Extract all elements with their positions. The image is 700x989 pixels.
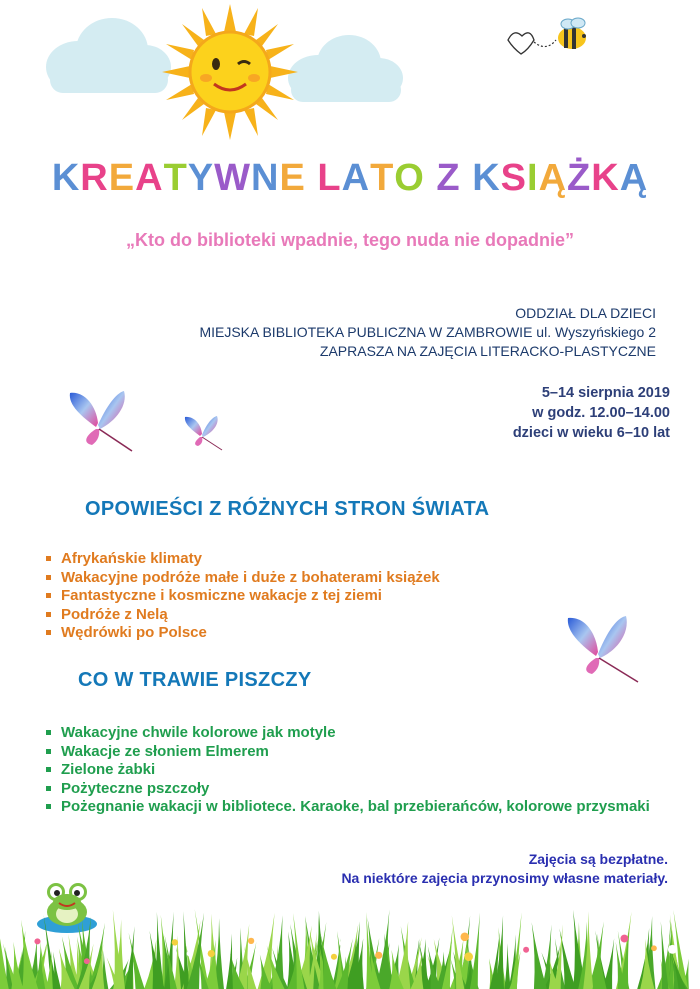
- footer-line-1: Zajęcia są bezpłatne.: [528, 851, 668, 867]
- cloud-right-icon: [283, 30, 408, 105]
- title-letter: T: [163, 157, 188, 199]
- sun-icon: [160, 2, 300, 142]
- flower-dot: [34, 938, 40, 944]
- flower-dot: [248, 938, 254, 944]
- title-letter: A: [135, 157, 164, 199]
- grass-list: [45, 724, 665, 817]
- flower-dot: [172, 939, 178, 945]
- flower-dot: [84, 958, 90, 964]
- title-letter: E: [279, 157, 306, 199]
- title-letter: L: [317, 157, 342, 199]
- stories-list: [45, 550, 440, 643]
- grass-blade: [593, 934, 607, 989]
- flower-dot: [248, 948, 254, 954]
- title-letter: W: [214, 157, 252, 199]
- cloud-left-icon: [40, 12, 175, 97]
- event-dates: 5–14 sierpnia 2019: [541, 385, 670, 401]
- event-age: dzieci w wieku 6–10 lat: [512, 425, 670, 441]
- flower-dot: [464, 952, 473, 961]
- section-title-stories: OPOWIEŚCI Z RÓŻNYCH STRON ŚWIATA: [85, 498, 490, 520]
- title-letter: A: [341, 157, 371, 199]
- flower-dot: [668, 945, 677, 954]
- footer-note: [341, 850, 668, 888]
- butterfly-icon-large-left: [62, 387, 138, 455]
- list-item: Pożyteczne pszczoły: [45, 780, 665, 799]
- event-details: [513, 383, 670, 443]
- list-item: Pożegnanie wakacji w bibliotece. Karaoke, bal przebierańców, kolorowe przysmaki: [45, 798, 665, 817]
- title-letter: [461, 157, 473, 200]
- organizer-line-3: ZAPRASZA NA ZAJĘCIA LITERACKO-PLASTYCZNE: [319, 343, 656, 359]
- organizer-line-1: ODDZIAŁ DLA DZIECI: [515, 305, 656, 321]
- title-letter: T: [370, 157, 395, 199]
- flower-dot: [523, 947, 529, 953]
- bee-icon: [500, 12, 595, 67]
- title-letter: K: [472, 157, 501, 199]
- list-item: Podróże z Nelą: [45, 606, 440, 625]
- grass-blade: [154, 912, 164, 989]
- title-letter: K: [51, 157, 81, 199]
- page-title: [0, 157, 700, 200]
- title-letter: N: [251, 157, 280, 199]
- list-item: Wakacje ze słoniem Elmerem: [45, 743, 665, 762]
- title-letter: Ż: [567, 157, 592, 199]
- title-letter: S: [500, 157, 527, 199]
- list-item: Wakacyjne podróże małe i duże z bohaterami książek: [45, 569, 440, 588]
- butterfly-icon-large-right: [560, 612, 642, 686]
- title-letter: O: [394, 157, 425, 199]
- grass-blade: [583, 911, 593, 989]
- organizer-block: [199, 304, 656, 361]
- title-letter: [425, 157, 437, 200]
- section-title-grass: CO W TRAWIE PISZCZY: [78, 669, 312, 691]
- event-hours: w godz. 12.00–14.00: [532, 405, 670, 421]
- grass-blade: [53, 952, 61, 989]
- title-letter: Y: [187, 157, 215, 199]
- flower-dot: [208, 950, 215, 957]
- title-letter: Z: [436, 157, 461, 199]
- list-item: Afrykańskie klimaty: [45, 550, 440, 569]
- flower-dot: [339, 941, 344, 946]
- list-item: Wędrówki po Polsce: [45, 624, 440, 643]
- list-item: Zielone żabki: [45, 761, 665, 780]
- grass-blade: [226, 933, 233, 989]
- flower-dot: [620, 935, 628, 943]
- flower-dot: [187, 951, 193, 957]
- title-letter: R: [80, 157, 109, 199]
- title-letter: I: [527, 157, 539, 199]
- flower-dot: [331, 954, 337, 960]
- title-letter: K: [591, 157, 620, 199]
- flower-dot: [375, 952, 382, 959]
- title-letter: Ą: [538, 157, 568, 199]
- motto: „Kto do biblioteki wpadnie, tego nuda nie dopadnie”: [126, 230, 574, 250]
- grass-blade: [504, 943, 510, 989]
- title-letter: Ą: [619, 157, 649, 199]
- list-item: Fantastyczne i kosmiczne wakacje z tej ziemi: [45, 587, 440, 606]
- title-letter: E: [108, 157, 136, 199]
- butterfly-icon-small: [182, 414, 226, 452]
- list-item: Wakacyjne chwile kolorowe jak motyle: [45, 724, 665, 743]
- footer-line-2: Na niektóre zajęcia przynosimy własne materiały.: [341, 870, 668, 886]
- flower-dot: [460, 933, 469, 942]
- flower-dot: [651, 945, 657, 951]
- grass-icon: [0, 905, 700, 989]
- title-letter: [306, 157, 318, 200]
- organizer-line-2: MIEJSKA BIBLIOTEKA PUBLICZNA W ZAMBROWIE ul. Wyszyńskiego 2: [199, 324, 656, 340]
